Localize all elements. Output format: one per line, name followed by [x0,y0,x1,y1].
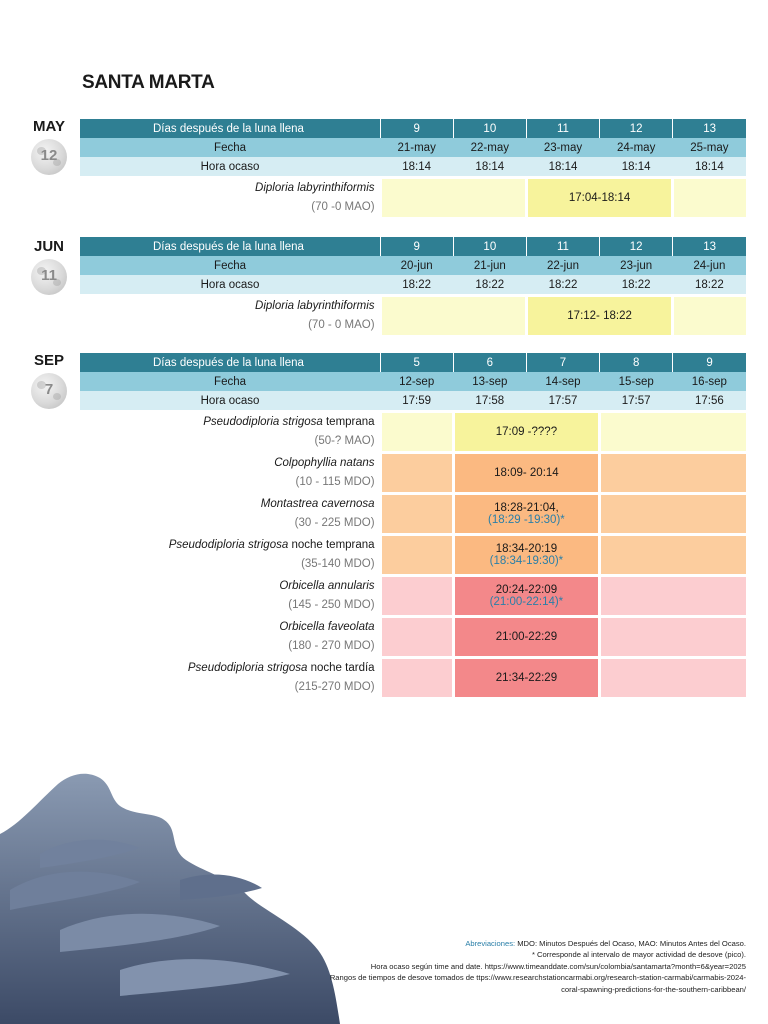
spawning-time: 17:04-18:14 [568,192,631,204]
sunset-cell: 17:57 [526,391,599,412]
date-cell: 21-may [380,138,453,157]
empty-cell [380,296,526,336]
species-label [80,412,380,453]
species-row [80,535,746,576]
sunset-cell: 18:22 [380,275,453,296]
species-name: Pseudodiploria strigosa [203,416,323,428]
date-cell: 24-jun [673,256,746,275]
empty-cell [380,617,453,658]
sunset-cell: 17:57 [600,391,673,412]
date-cell: 20-jun [380,256,453,275]
moon-day-number: 11 [41,267,57,284]
species-range: (50-? MAO) [314,435,375,447]
date-row [80,372,746,391]
source-note: Rangos de tiempos de desove tomados de ttps://www.researchstationcarmabi.org/research-station-carmabi/carmabis-2024- [329,973,746,983]
day-cell: 11 [526,237,599,256]
schedule-table-jun [80,237,746,335]
date-cell: 21-jun [453,256,526,275]
empty-cell [380,412,453,453]
species-range: (35-140 MDO) [301,558,375,570]
date-cell: 23-jun [600,256,673,275]
species-name: Colpophyllia natans [274,457,375,469]
spawning-time-cell [453,453,599,494]
spawning-time-cell [526,296,672,336]
moon-icon [31,259,67,295]
spawning-time: 17:09 -???? [495,426,558,438]
sunset-label: Hora ocaso [80,157,380,178]
species-label [80,296,380,336]
spawning-time: 18:34-20:19 [495,543,558,555]
species-range: (70 - 0 MAO) [308,319,375,331]
species-name: Diploria labyrinthiformis [255,300,375,312]
abbreviations-note [326,938,746,949]
footnotes [326,938,746,995]
days-row [80,237,746,256]
moon-day-number: 7 [44,381,54,398]
date-label: Fecha [80,138,380,157]
day-cell: 12 [600,119,673,138]
date-cell: 24-may [600,138,673,157]
source-note: coral-spawning-predictions-for-the-southern-caribbean/ [561,984,746,994]
days-label: Días después de la luna llena [80,353,380,372]
date-cell: 14-sep [526,372,599,391]
coral-illustration [0,770,340,1024]
sunset-cell: 18:14 [600,157,673,178]
species-range: (70 -0 MAO) [311,201,375,213]
spawning-time-cell [526,178,672,218]
empty-cell [380,453,453,494]
date-cell: 13-sep [453,372,526,391]
spawning-time-cell [453,658,599,698]
peak-time: (18:34-19:30)* [489,555,564,567]
date-row [80,138,746,157]
species-name: Pseudodiploria strigosa [168,539,289,551]
empty-cell [673,178,746,218]
species-label [80,576,380,617]
sunset-cell: 18:14 [673,157,746,178]
day-cell: 11 [526,119,599,138]
species-row [80,296,746,336]
day-cell: 10 [453,237,526,256]
date-cell: 15-sep [600,372,673,391]
date-label: Fecha [80,372,380,391]
species-range: (30 - 225 MDO) [294,517,375,529]
species-range: (10 - 115 MDO) [295,476,375,488]
day-cell: 6 [453,353,526,372]
month-may [20,118,78,175]
date-cell: 16-sep [673,372,746,391]
spawning-time-cell [453,617,599,658]
moon-icon [31,373,67,409]
species-variant: noche tardía [307,662,375,674]
month-label: MAY [33,118,65,135]
species-name: Pseudodiploria strigosa [187,662,308,674]
spawning-time: 21:00-22:29 [495,631,558,643]
empty-cell [600,494,746,535]
day-cell: 7 [526,353,599,372]
species-label [80,658,380,698]
species-label [80,617,380,658]
empty-cell [600,453,746,494]
peak-time: (18:29 -19:30)* [488,514,565,526]
sunset-cell: 18:22 [526,275,599,296]
empty-cell [600,535,746,576]
species-label [80,494,380,535]
moon-day-number: 12 [40,147,58,164]
species-row [80,576,746,617]
date-cell: 12-sep [380,372,453,391]
sunset-cell: 17:56 [673,391,746,412]
species-name: Orbicella faveolata [279,621,375,633]
page-title: SANTA MARTA [82,72,215,93]
days-label: Días después de la luna llena [80,237,380,256]
empty-cell [380,658,453,698]
month-sep [20,352,78,409]
day-cell: 10 [453,119,526,138]
sunset-cell: 17:59 [380,391,453,412]
moon-icon [31,139,67,175]
species-label [80,453,380,494]
day-cell: 13 [673,237,746,256]
species-range: (180 - 270 MDO) [288,640,375,652]
empty-cell [600,617,746,658]
species-row [80,658,746,698]
sunset-label: Hora ocaso [80,391,380,412]
spawning-time-cell [453,412,599,453]
day-cell: 5 [380,353,453,372]
date-cell: 25-may [673,138,746,157]
empty-cell [600,658,746,698]
days-row [80,353,746,372]
spawning-time: 18:28-21:04, [494,502,559,514]
empty-cell [600,412,746,453]
sunset-label: Hora ocaso [80,275,380,296]
empty-cell [380,535,453,576]
empty-cell [380,494,453,535]
sunset-cell: 18:22 [673,275,746,296]
species-name: Diploria labyrinthiformis [255,182,375,194]
abbreviations-label: Abreviaciones: [465,939,516,948]
day-cell: 12 [600,237,673,256]
sunset-cell: 18:22 [600,275,673,296]
month-label: JUN [33,238,64,255]
peak-note: * Corresponde al intervalo de mayor actividad de desove (pico). [531,950,746,960]
date-label: Fecha [80,256,380,275]
empty-cell [600,576,746,617]
day-cell: 9 [380,119,453,138]
sunset-cell: 17:58 [453,391,526,412]
date-row [80,256,746,275]
abbreviations-text: MDO: Minutos Después del Ocaso, MAO: Minutos Antes del Ocaso. [515,939,746,948]
spawning-time-cell [453,494,599,535]
day-cell: 13 [673,119,746,138]
sunset-cell: 18:14 [526,157,599,178]
date-cell: 22-may [453,138,526,157]
source-note: Hora ocaso según time and date. https://www.timeanddate.com/sun/colombia/santamarta?month=6&year=2025 [370,961,746,971]
species-label [80,535,380,576]
species-row [80,453,746,494]
sunset-row [80,275,746,296]
spawning-time-cell [453,576,599,617]
empty-cell [380,576,453,617]
date-cell: 23-may [526,138,599,157]
empty-cell [673,296,746,336]
sunset-cell: 18:14 [380,157,453,178]
peak-time: (21:00-22:14)* [489,596,564,608]
schedule-table-sep [80,353,746,697]
days-label: Días después de la luna llena [80,119,380,138]
spawning-time: 21:34-22:29 [495,672,558,684]
days-row [80,119,746,138]
species-row [80,412,746,453]
schedule-table-may [80,119,746,217]
spawning-time: 20:24-22:09 [495,584,558,596]
spawning-time-cell [453,535,599,576]
date-cell: 22-jun [526,256,599,275]
day-cell: 9 [380,237,453,256]
day-cell: 9 [673,353,746,372]
sunset-cell: 18:14 [453,157,526,178]
empty-cell [380,178,526,218]
species-name: Orbicella annularis [279,580,375,592]
sunset-row [80,391,746,412]
species-variant: noche temprana [288,539,375,551]
spawning-time: 17:12- 18:22 [567,310,632,322]
species-row [80,178,746,218]
species-label [80,178,380,218]
species-row [80,617,746,658]
species-name: Montastrea cavernosa [260,498,375,510]
species-variant: temprana [322,416,375,428]
spawning-time: 18:09- 20:14 [494,467,559,479]
sunset-cell: 18:22 [453,275,526,296]
sunset-row [80,157,746,178]
species-range: (215-270 MDO) [294,681,375,693]
species-row [80,494,746,535]
month-jun [20,238,78,295]
species-range: (145 - 250 MDO) [288,599,375,611]
month-label: SEP [33,352,64,369]
day-cell: 8 [600,353,673,372]
